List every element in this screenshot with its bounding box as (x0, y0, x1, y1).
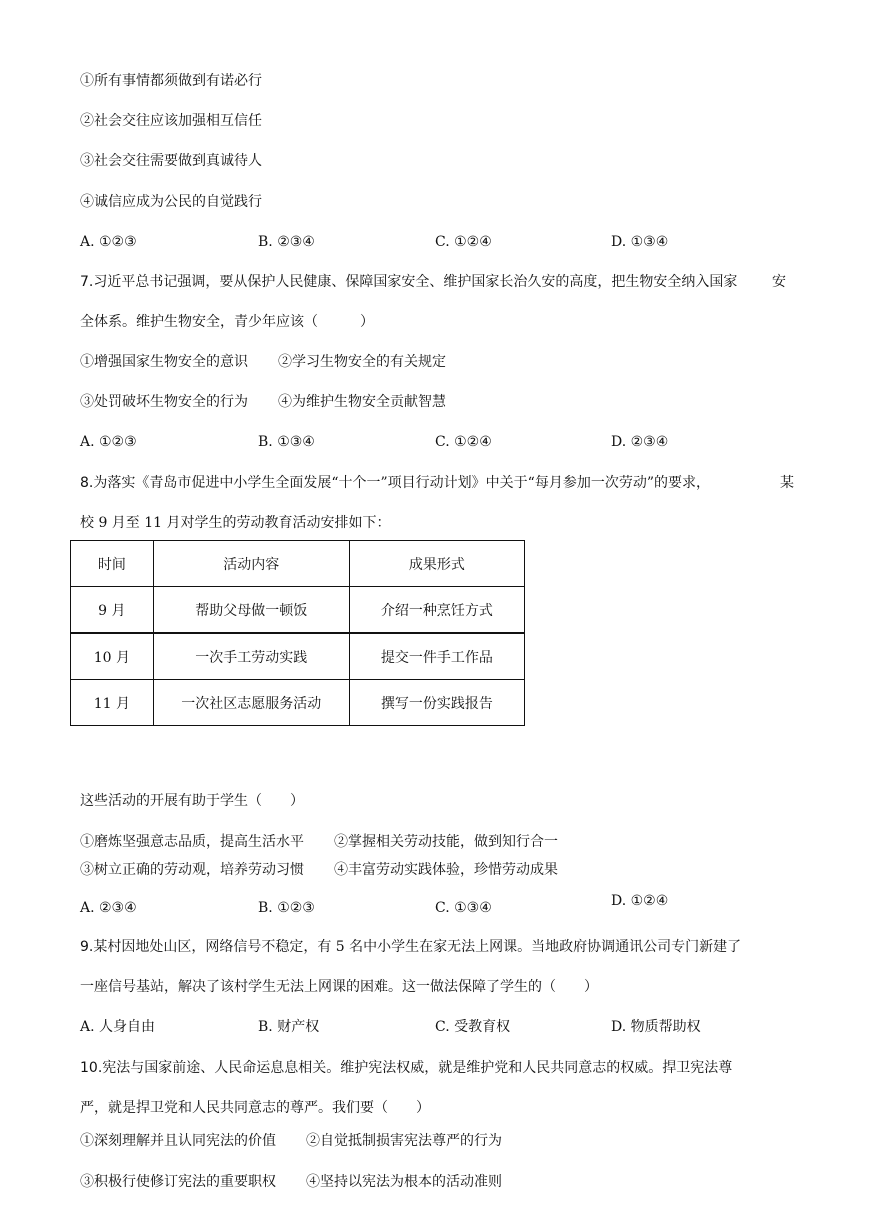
q7-option-b[interactable]: B. ①③④ (258, 434, 315, 450)
table-cell-time: 11 月 (71, 680, 154, 726)
q7-statement-4: ④为维护生物安全贡献智慧 (278, 394, 446, 410)
table-cell-activity: 帮助父母做一顿饭 (153, 587, 349, 634)
q10-statements-row-2 (80, 1172, 502, 1192)
q10-statement-4: ④坚持以宪法为根本的活动准则 (306, 1174, 502, 1190)
q10-stem-line-2: 严，就是捍卫党和人民共同意志的尊严。我们要（ ） (80, 1100, 430, 1116)
q10-statements-row-1 (80, 1131, 502, 1151)
table-cell-result: 介绍一种烹饪方式 (349, 587, 524, 634)
q8-options (80, 893, 780, 918)
q7-stem-line-2: 全体系。维护生物安全，青少年应该（ ） (80, 314, 374, 330)
table-row (71, 680, 525, 726)
table-header-activity: 活动内容 (153, 541, 349, 587)
q6-statement-3: ③社会交往需要做到真诚待人 (80, 153, 262, 169)
q8-stem-line-2: 校 9 月至 11 月对学生的劳动教育活动安排如下： (80, 515, 391, 531)
table-row (71, 633, 525, 680)
q7-option-a[interactable]: A. ①②③ (80, 434, 137, 450)
table-cell-activity: 一次社区志愿服务活动 (153, 680, 349, 726)
q9-stem-line-2: 一座信号基站，解决了该村学生无法上网课的困难。这一做法保障了学生的（ ） (80, 979, 598, 995)
q8-question: 这些活动的开展有助于学生（ ） (80, 793, 304, 809)
q6-option-c[interactable]: C. ①②④ (435, 234, 492, 250)
table-header-result: 成果形式 (349, 541, 524, 587)
q7-statement-2: ②学习生物安全的有关规定 (278, 354, 446, 370)
q6-option-d[interactable]: D. ①③④ (611, 234, 669, 250)
table-header-time: 时间 (71, 541, 154, 587)
table-cell-activity: 一次手工劳动实践 (153, 633, 349, 680)
activity-schedule-table (70, 540, 525, 726)
q10-statement-2: ②自觉抵制损害宪法尊严的行为 (306, 1133, 502, 1149)
q8-option-b[interactable]: B. ①②③ (258, 900, 315, 916)
q8-option-d[interactable]: D. ①②④ (611, 893, 669, 909)
table-cell-result: 提交一件手工作品 (349, 633, 524, 680)
q7-statements-row-2 (80, 392, 446, 412)
q8-number: 8. (80, 475, 94, 491)
q7-statements-row-1 (80, 352, 446, 372)
q6-statement-2: ②社会交往应该加强相互信任 (80, 113, 262, 129)
q7-option-d[interactable]: D. ②③④ (611, 434, 669, 450)
q7-stem-line-1-tail: 安 (772, 274, 786, 290)
q9-option-d[interactable]: D. 物质帮助权 (611, 1019, 701, 1035)
table-header-row (71, 541, 525, 587)
q6-options (80, 232, 780, 252)
table-cell-time: 9 月 (71, 587, 154, 634)
q8-stem-line-1 (80, 473, 710, 493)
q9-option-b[interactable]: B. 财产权 (258, 1019, 320, 1035)
q7-options (80, 432, 780, 452)
q8-statements-row-2 (80, 860, 558, 880)
q8-statement-3: ③树立正确的劳动观，培养劳动习惯 (80, 862, 304, 878)
q10-statement-3: ③积极行使修订宪法的重要职权 (80, 1174, 276, 1190)
q7-statement-1: ①增强国家生物安全的意识 (80, 354, 248, 370)
q7-stem-text-1: 习近平总书记强调，要从保护人民健康、保障国家安全、维护国家长治久安的高度，把生物安全纳入国家 (93, 274, 738, 290)
q6-statement-1: ①所有事情都须做到有诺必行 (80, 73, 262, 89)
q9-option-c[interactable]: C. 受教育权 (435, 1019, 511, 1035)
q9-option-a[interactable]: A. 人身自由 (80, 1019, 156, 1035)
q10-stem-line-1 (80, 1058, 732, 1078)
q8-statements-row-1 (80, 832, 558, 852)
q6-option-b[interactable]: B. ②③④ (258, 234, 315, 250)
q6-option-a[interactable]: A. ①②③ (80, 234, 137, 250)
q10-statement-1: ①深刻理解并且认同宪法的价值 (80, 1133, 276, 1149)
q8-stem-line-1-tail: 某 (780, 475, 794, 491)
q10-stem-text-1: 宪法与国家前途、人民命运息息相关。维护宪法权威，就是维护党和人民共同意志的权威。捍卫宪法尊 (102, 1060, 733, 1076)
q8-option-c[interactable]: C. ①③④ (435, 900, 492, 916)
q7-number: 7. (80, 274, 94, 290)
q9-stem-line-1 (80, 937, 741, 957)
q7-stem-line-1 (80, 272, 737, 292)
q8-statement-2: ②掌握相关劳动技能，做到知行合一 (334, 834, 558, 850)
q7-option-c[interactable]: C. ①②④ (435, 434, 492, 450)
q8-option-a[interactable]: A. ②③④ (80, 900, 137, 916)
q9-stem-text-1: 某村因地处山区，网络信号不稳定，有 5 名中小学生在家无法上网课。当地政府协调通讯公司专门新建了 (93, 939, 742, 955)
table-cell-time: 10 月 (71, 633, 154, 680)
q9-options (80, 1017, 780, 1037)
q8-stem-text-1: 为落实《青岛市促进中小学生全面发展“十个一”项目行动计划》中关于“每月参加一次劳动”的要求， (93, 475, 710, 491)
q6-statement-4: ④诚信应成为公民的自觉践行 (80, 194, 262, 210)
table-cell-result: 撰写一份实践报告 (349, 680, 524, 726)
q8-statement-4: ④丰富劳动实践体验，珍惜劳动成果 (334, 862, 558, 878)
q10-number: 10. (80, 1060, 103, 1076)
q9-number: 9. (80, 939, 94, 955)
q8-statement-1: ①磨炼坚强意志品质，提高生活水平 (80, 834, 304, 850)
table-row (71, 587, 525, 634)
q7-statement-3: ③处罚破坏生物安全的行为 (80, 394, 248, 410)
